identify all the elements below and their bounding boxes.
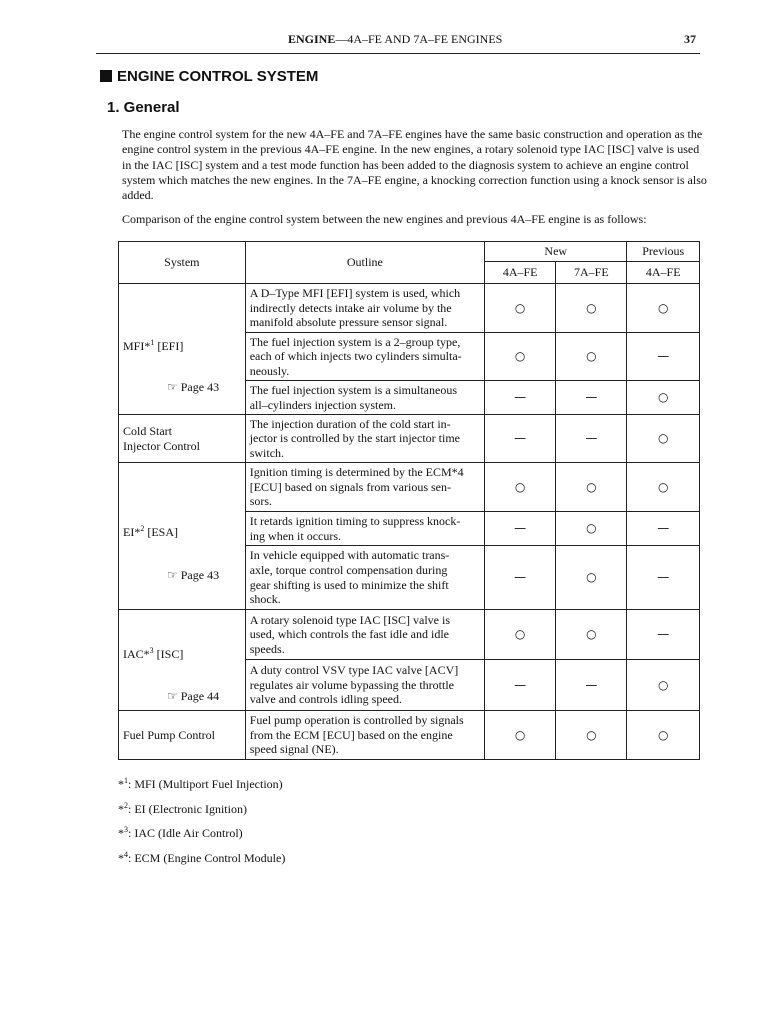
system-fuel-pump: Fuel Pump Control	[119, 711, 246, 760]
header-rule	[96, 53, 700, 54]
outline-cell: The fuel injection system is a 2–group type, each of which injects two cylinders simulta- neously.	[245, 333, 484, 381]
mark-new-4a: ○	[485, 284, 556, 333]
subsection-title: 1. General	[107, 99, 180, 116]
mark-new-7a: ○	[556, 333, 627, 381]
mark-new-4a: —	[485, 512, 556, 546]
header-title: ENGINE—4A–FE AND 7A–FE ENGINES	[288, 32, 503, 46]
system-iac-label: IAC*$^3$ [ISC]	[123, 646, 184, 661]
header-outline: Outline	[245, 242, 484, 284]
mark-new-4a: ○	[485, 333, 556, 381]
running-header	[118, 30, 698, 50]
mark-prev-4a: —	[627, 512, 700, 546]
square-bullet-icon	[100, 70, 112, 82]
mark-prev-4a: ○	[627, 660, 700, 711]
mark-prev-4a: ○	[627, 381, 700, 415]
outline-cell: A D–Type MFI [EFI] system is used, which indirectly detects intake air volume by the manifold absolute pressure sensor signal.	[245, 284, 484, 333]
page-ref: ☞ Page 44	[167, 689, 220, 703]
outline-cell: In vehicle equipped with automatic trans- axle, torque control compensation during gear shifting is used to minimize the shift shock.	[245, 546, 484, 610]
mark-new-4a: —	[485, 415, 556, 463]
footnote-2: *$^2$: EI (Electronic Ignition)	[118, 801, 247, 816]
outline-cell: The fuel injection system is a simultaneous all–cylinders injection system.	[245, 381, 484, 415]
mark-prev-4a: —	[627, 546, 700, 610]
system-cold-start: Cold Start Injector Control	[119, 415, 246, 463]
system-ei	[119, 463, 246, 610]
header-previous: Previous	[627, 242, 700, 262]
outline-cell: It retards ignition timing to suppress knock- ing when it occurs.	[245, 512, 484, 546]
page-number: 37	[684, 32, 696, 46]
mark-new-7a: ○	[556, 546, 627, 610]
comparison-table	[118, 241, 700, 760]
header-new-4a: 4A–FE	[485, 262, 556, 284]
outline-cell: The injection duration of the cold start in- jector is controlled by the start injector time switch.	[245, 415, 484, 463]
mark-new-4a: —	[485, 546, 556, 610]
footnote-3: *$^3$: IAC (Idle Air Control)	[118, 825, 243, 840]
mark-new-7a: —	[556, 381, 627, 415]
outline-cell: A rotary solenoid type IAC [ISC] valve is used, which controls the fast idle and idle speeds.	[245, 610, 484, 660]
section-title: ENGINE CONTROL SYSTEM	[100, 68, 318, 85]
mark-new-7a: ○	[556, 711, 627, 760]
mark-new-4a: ○	[485, 711, 556, 760]
mark-prev-4a: —	[627, 333, 700, 381]
header-system: System	[119, 242, 246, 284]
header-prev-4a: 4A–FE	[627, 262, 700, 284]
mark-prev-4a: ○	[627, 415, 700, 463]
mark-prev-4a: —	[627, 610, 700, 660]
system-iac	[119, 610, 246, 711]
mark-new-7a: ○	[556, 284, 627, 333]
outline-cell: Fuel pump operation is controlled by signals from the ECM [ECU] based on the engine speed signal (NE).	[245, 711, 484, 760]
mark-new-7a: ○	[556, 512, 627, 546]
mark-new-4a: ○	[485, 463, 556, 512]
system-mfi	[119, 284, 246, 415]
outline-cell: Ignition timing is determined by the ECM*4 [ECU] based on signals from various sen- sors.	[245, 463, 484, 512]
mark-new-7a: ○	[556, 610, 627, 660]
mark-new-7a: —	[556, 660, 627, 711]
mark-new-7a: —	[556, 415, 627, 463]
footnote-1: *$^1$: MFI (Multiport Fuel Injection)	[118, 776, 283, 791]
header-new: New	[485, 242, 627, 262]
mark-new-4a: —	[485, 660, 556, 711]
mark-prev-4a: ○	[627, 711, 700, 760]
mark-new-4a: ○	[485, 610, 556, 660]
mark-prev-4a: ○	[627, 284, 700, 333]
system-mfi-label: MFI*$^1$ [EFI]	[123, 338, 184, 353]
mark-new-7a: ○	[556, 463, 627, 512]
page-ref: ☞ Page 43	[167, 568, 220, 582]
footnote-4: *$^4$: ECM (Engine Control Module)	[118, 850, 286, 865]
intro-paragraph: The engine control system for the new 4A–FE and 7A–FE engines have the same basic construction and operation as the engine control system in the previous 4A–FE engine. In the new engines, a rotary solenoid type IAC [ISC] valve is used in the IAC [ISC] system and a test mode function has been added to the diagnosis system to achieve an engine control system which matches the new engines. In the 7A–FE engine, a knocking correction function using a knock sensor is also added.	[122, 127, 707, 203]
comparison-paragraph: Comparison of the engine control system between the new engines and previous 4A–FE engine is as follows:	[122, 212, 647, 226]
header-new-7a: 7A–FE	[556, 262, 627, 284]
page-ref: ☞ Page 43	[167, 380, 220, 394]
mark-new-4a: —	[485, 381, 556, 415]
outline-cell: A duty control VSV type IAC valve [ACV] regulates air volume bypassing the throttle valve and controls idling speed.	[245, 660, 484, 711]
system-ei-label: EI*$^2$ [ESA]	[123, 524, 178, 539]
mark-prev-4a: ○	[627, 463, 700, 512]
